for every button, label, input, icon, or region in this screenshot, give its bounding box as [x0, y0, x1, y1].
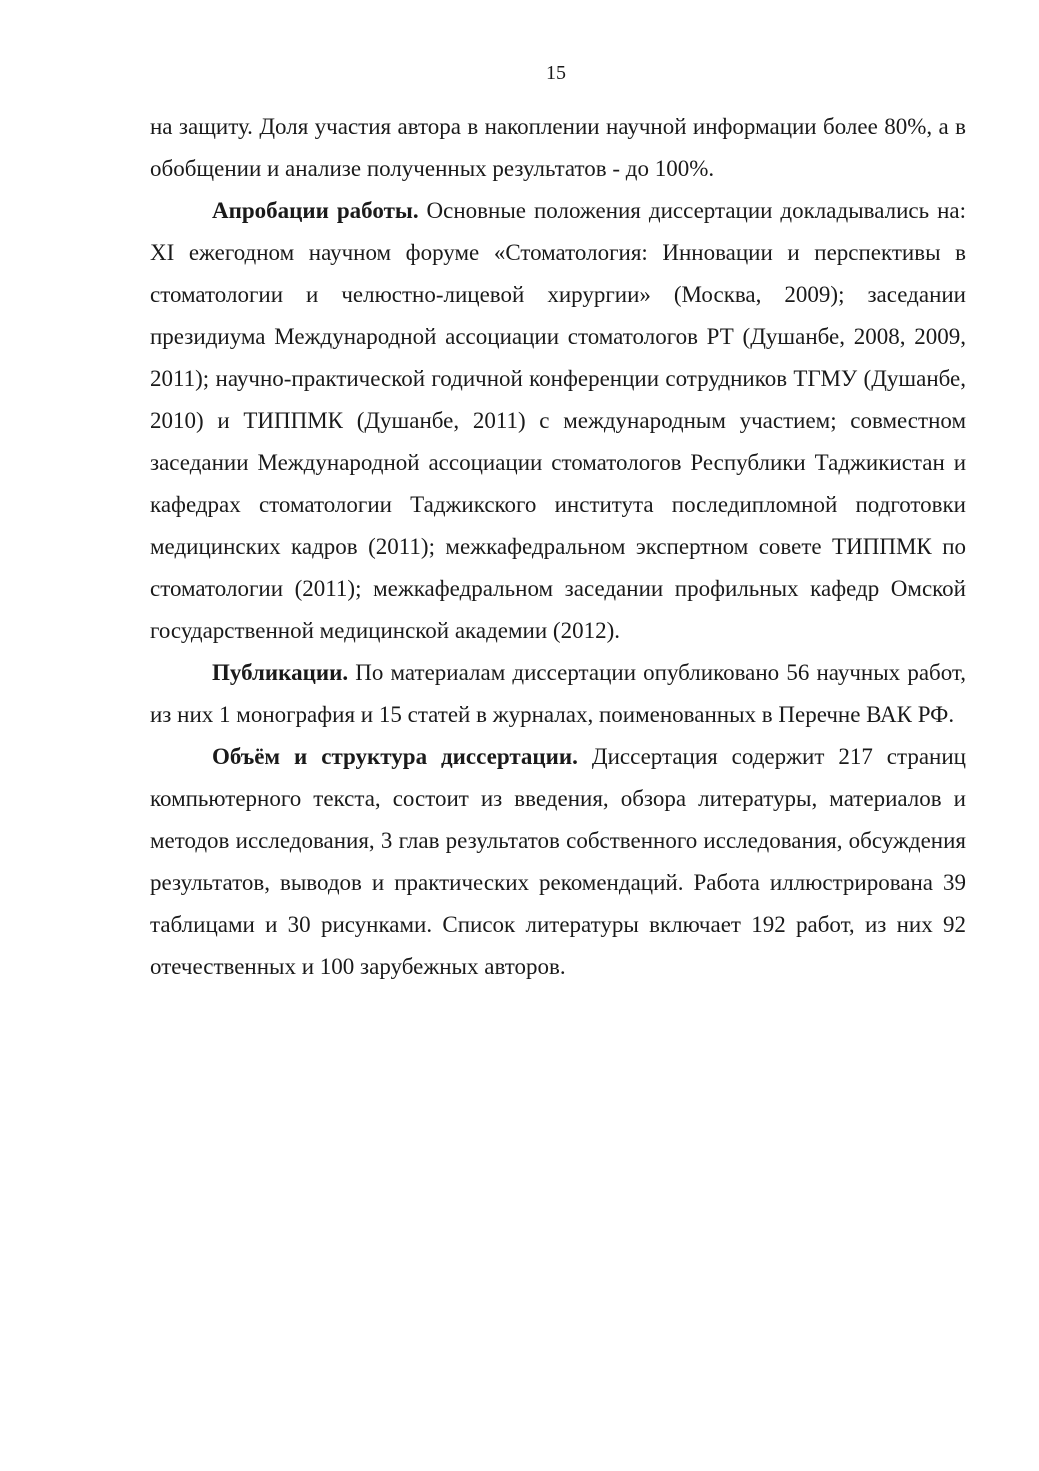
paragraph-text: Основные положения диссертации докладывались на: XI ежегодном научном форуме «Стоматология: Инновации и перспективы в стоматологии и челюстно-лицевой хирургии» (Москва, 2009); заседании президиума Международной ассоциации стоматологов РТ (Душанбе, 2008, 2009, 2011); научно-практической годичной конференции сотрудников ТГМУ (Душанбе, 2010) и ТИППМК (Душанбе, 2011) с международным участием; совместном заседании Международной ассоциации стоматологов Республики Таджикистан и кафедрах стоматологии Таджикского института последипломной подготовки медицинских кадров (2011); межкафедральном экспертном совете ТИППМК по стоматологии (2011); межкафедральном заседании профильных кафедр Омской государственной медицинской академии (2012). — [150, 198, 966, 643]
paragraph-structure — [150, 736, 966, 988]
paragraph-heading-structure: Объём и структура диссертации. — [212, 744, 578, 769]
body-text — [150, 106, 966, 988]
paragraph-text: По материалам диссертации опубликовано 56 научных работ, из них 1 монография и 15 статей в журналах, поименованных в Перечне ВАК РФ. — [150, 660, 966, 727]
paragraph-text: на защиту. Доля участия автора в накоплении научной информации более 80%, а в обобщении и анализе полученных результатов - до 100%. — [150, 114, 966, 181]
paragraph-text: Диссертация содержит 217 страниц компьютерного текста, состоит из введения, обзора литературы, материалов и методов исследования, 3 глав результатов собственного исследования, обсуждения результатов, выводов и практических рекомендаций. Работа иллюстрирована 39 таблицами и 30 рисунками. Список литературы включает 192 работ, из них 92 отечественных и 100 зарубежных авторов. — [150, 744, 966, 979]
paragraph-heading-approbation: Апробации работы. — [212, 198, 419, 223]
paragraph-approbation — [150, 190, 966, 652]
paragraph-publications — [150, 652, 966, 736]
paragraph-heading-publications: Публикации. — [212, 660, 349, 685]
page-number: 15 — [546, 62, 566, 84]
paragraph-defense-contribution — [150, 106, 966, 190]
